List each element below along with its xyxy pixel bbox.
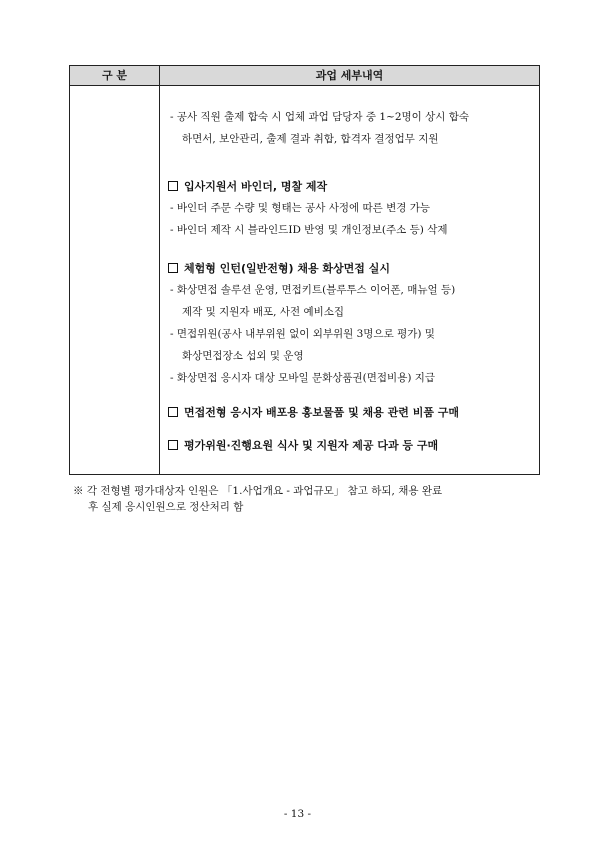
section-heading: 체험형 인턴(일반전형) 채용 화상면접 실시 bbox=[168, 262, 390, 276]
footnote-line: 후 실제 응시인원으로 정산처리 함 bbox=[88, 501, 244, 513]
footnote-line: ※ 각 전형별 평가대상자 인원은 「1.사업개요 - 과업규모」 참고 하되, 채용 완료 bbox=[73, 485, 443, 497]
detail-line: - 면접위원(공사 내부위원 없이 외부위원 3명으로 평가) 및 bbox=[170, 328, 435, 340]
detail-line: - 화상면접 응시자 대상 모바일 문화상품권(면접비용) 지급 bbox=[170, 372, 436, 384]
task-detail-table bbox=[69, 65, 540, 475]
section-heading: 면접전형 응시자 배포용 홍보물품 및 채용 관련 비품 구매 bbox=[168, 406, 459, 420]
detail-line: - 바인더 주문 수량 및 형태는 공사 사정에 따른 변경 가능 bbox=[170, 202, 431, 214]
detail-line: 제작 및 지원자 배포, 사전 예비소집 bbox=[182, 306, 345, 318]
detail-line: - 공사 직원 출제 합숙 시 업체 과업 담당자 중 1~2명이 상시 합숙 bbox=[170, 111, 470, 123]
checkbox-square-icon bbox=[168, 263, 178, 273]
page-number: - 13 - bbox=[283, 808, 312, 820]
table-header bbox=[70, 66, 539, 86]
checkbox-square-icon bbox=[168, 407, 178, 417]
section-heading: 입사지원서 바인더, 명찰 제작 bbox=[168, 180, 327, 194]
detail-line: - 바인더 제작 시 블라인드ID 반영 및 개인정보(주소 등) 삭제 bbox=[170, 224, 448, 236]
header-task-details: 과업 세부내역 bbox=[315, 69, 384, 82]
column-divider bbox=[159, 66, 160, 474]
detail-line: - 화상면접 솔루션 운영, 면접키트(블루투스 이어폰, 매뉴얼 등) bbox=[170, 284, 456, 296]
detail-line: 화상면접장소 섭외 및 운영 bbox=[182, 350, 304, 362]
checkbox-square-icon bbox=[168, 181, 178, 191]
detail-line: 하면서, 보안관리, 출제 결과 취합, 합격자 결정업무 지원 bbox=[182, 133, 439, 145]
header-category: 구 분 bbox=[101, 69, 128, 82]
checkbox-square-icon bbox=[168, 440, 178, 450]
section-heading: 평가위원·진행요원 식사 및 지원자 제공 다과 등 구매 bbox=[168, 439, 438, 453]
